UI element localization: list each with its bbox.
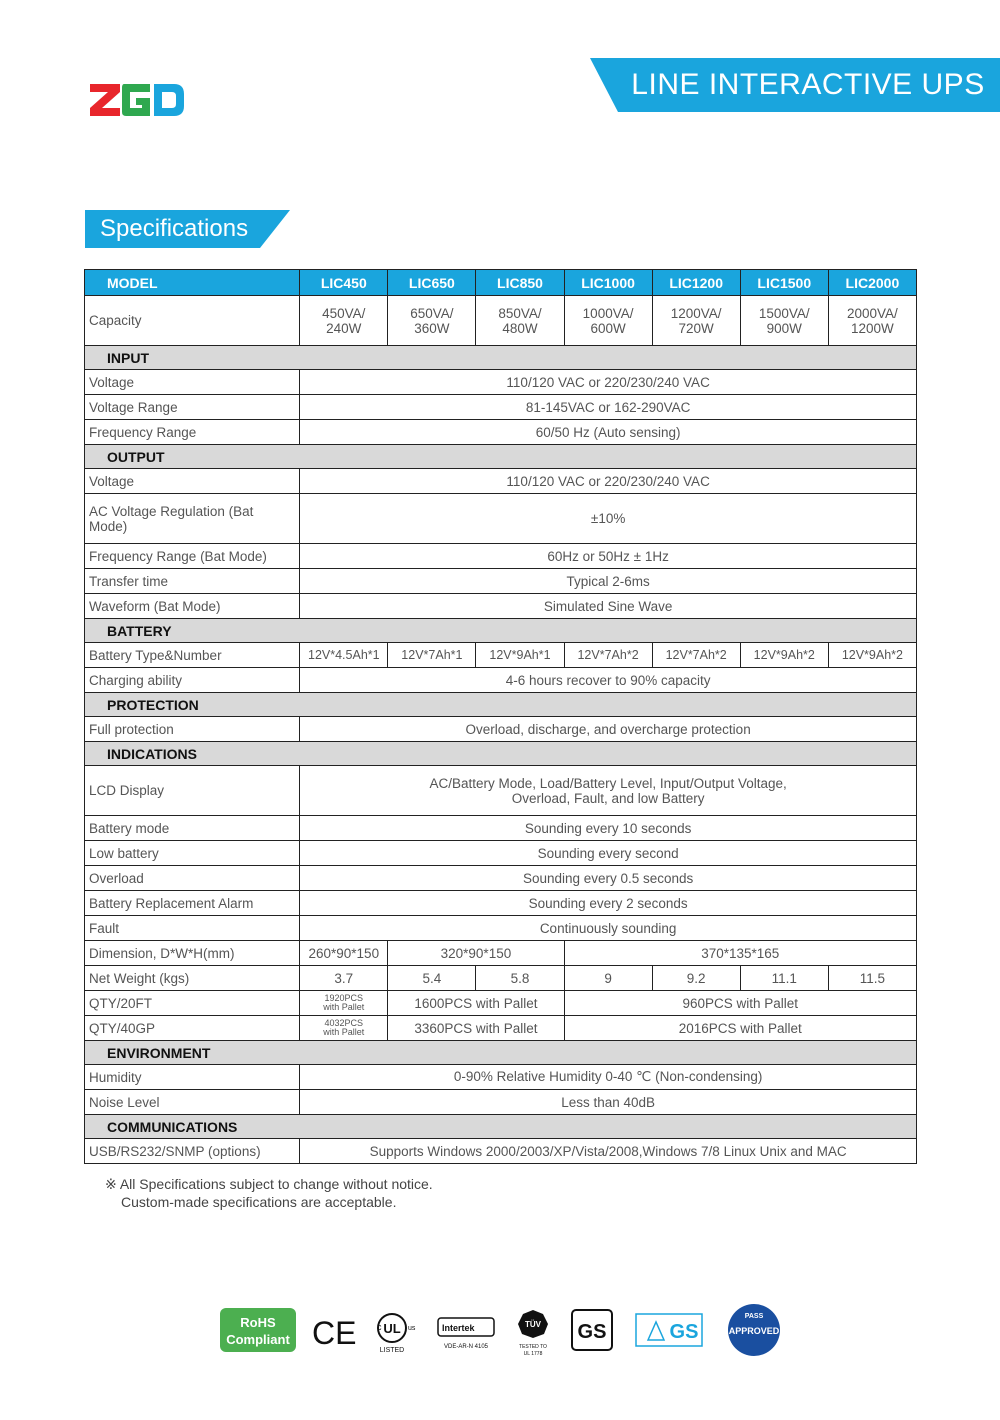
table-row — [85, 866, 917, 891]
model-cell: LIC2000 — [828, 270, 916, 296]
svg-text:us: us — [408, 1325, 416, 1332]
qty-cell: 2016PCS with Pallet — [564, 1016, 916, 1041]
weight-cell: 9.2 — [652, 966, 740, 991]
svg-text:LISTED: LISTED — [379, 1347, 405, 1354]
row-label: Dimension, D*W*H(mm) — [85, 941, 300, 966]
row-label: Battery mode — [85, 816, 300, 841]
row-label: Voltage Range — [85, 395, 300, 420]
tuv-logo — [518, 1310, 548, 1357]
spec-table — [84, 269, 917, 1164]
model-cell: LIC450 — [300, 270, 388, 296]
row-value: Less than 40dB — [300, 1090, 917, 1115]
table-row — [85, 395, 917, 420]
svg-text:APPROVED: APPROVED — [728, 1326, 780, 1336]
svg-text:CE: CE — [312, 1315, 357, 1351]
table-row — [85, 766, 917, 816]
table-header-row — [85, 270, 917, 296]
section-row-input — [85, 346, 917, 370]
row-label: Noise Level — [85, 1090, 300, 1115]
row-label: QTY/20FT — [85, 991, 300, 1016]
row-value: ±10% — [300, 494, 917, 544]
row-value: Continuously sounding — [300, 916, 917, 941]
model-cell: LIC850 — [476, 270, 564, 296]
footnote-line: Custom-made specifications are acceptable. — [121, 1194, 397, 1210]
row-value: Sounding every 0.5 seconds — [300, 866, 917, 891]
row-label: Waveform (Bat Mode) — [85, 594, 300, 619]
qty-small-cell: 1920PCS with Pallet — [300, 991, 388, 1016]
row-value: Overload, discharge, and overcharge protection — [300, 717, 917, 742]
table-row — [85, 494, 917, 544]
battery-type-cell: 12V*4.5Ah*1 — [300, 643, 388, 668]
table-row — [85, 544, 917, 569]
rohs-logo — [220, 1308, 296, 1352]
row-label: AC Voltage Regulation (Bat Mode) — [85, 494, 300, 544]
capacity-cell: 2000VA/ 1200W — [828, 296, 916, 346]
capacity-cell: 650VA/ 360W — [388, 296, 476, 346]
qty-cell: 1600PCS with Pallet — [388, 991, 564, 1016]
row-label: Net Weight (kgs) — [85, 966, 300, 991]
row-label: Transfer time — [85, 569, 300, 594]
tuv-gs-logo — [636, 1314, 702, 1346]
row-label: Full protection — [85, 717, 300, 742]
section-row-output — [85, 445, 917, 469]
svg-text:RoHS: RoHS — [240, 1315, 276, 1330]
row-label: Battery Replacement Alarm — [85, 891, 300, 916]
svg-text:PASS: PASS — [744, 1313, 764, 1320]
section-heading: OUTPUT — [85, 445, 917, 469]
weight-cell: 9 — [564, 966, 652, 991]
section-row-communications — [85, 1115, 917, 1139]
table-row — [85, 891, 917, 916]
svg-text:TESTED TO: TESTED TO — [519, 1344, 547, 1350]
svg-text:Compliant: Compliant — [226, 1332, 290, 1347]
model-cell: LIC1500 — [740, 270, 828, 296]
svg-text:UL: UL — [383, 1321, 401, 1336]
section-heading: ENVIRONMENT — [85, 1041, 917, 1065]
row-label: Frequency Range — [85, 420, 300, 445]
pass-approved-logo — [728, 1304, 780, 1356]
capacity-cell: 1000VA/ 600W — [564, 296, 652, 346]
weight-cell: 5.4 — [388, 966, 476, 991]
svg-text:GS: GS — [669, 1321, 699, 1343]
table-row — [85, 1090, 917, 1115]
table-row — [85, 420, 917, 445]
footnote-line: ※ All Specifications subject to change without notice. — [105, 1176, 433, 1192]
table-row — [85, 1139, 917, 1164]
section-heading: PROTECTION — [85, 693, 917, 717]
row-value: 60Hz or 50Hz ± 1Hz — [300, 544, 917, 569]
model-cell: LIC650 — [388, 270, 476, 296]
row-value: Sounding every 2 seconds — [300, 891, 917, 916]
row-value: 110/120 VAC or 220/230/240 VAC — [300, 469, 917, 494]
row-value: Simulated Sine Wave — [300, 594, 917, 619]
row-label: Voltage — [85, 469, 300, 494]
footnote — [105, 1175, 433, 1211]
section-row-protection — [85, 693, 917, 717]
row-label: Overload — [85, 866, 300, 891]
row-label: Fault — [85, 916, 300, 941]
row-value: 4-6 hours recover to 90% capacity — [300, 668, 917, 693]
table-row — [85, 569, 917, 594]
capacity-cell: 1500VA/ 900W — [740, 296, 828, 346]
intertek-logo — [438, 1318, 494, 1350]
section-row-environment — [85, 1041, 917, 1065]
table-row — [85, 1016, 917, 1041]
svg-text:TÜV: TÜV — [525, 1320, 541, 1329]
svg-text:c: c — [377, 1322, 382, 1332]
section-heading: INPUT — [85, 346, 917, 370]
section-title: Specifications — [100, 215, 249, 242]
weight-cell: 11.5 — [828, 966, 916, 991]
zgd-logo — [88, 80, 188, 120]
svg-text:UL 1778: UL 1778 — [523, 1351, 543, 1357]
row-value: 110/120 VAC or 220/230/240 VAC — [300, 370, 917, 395]
row-label: Battery Type&Number — [85, 643, 300, 668]
ce-logo — [312, 1315, 356, 1351]
row-value: AC/Battery Mode, Load/Battery Level, Input/Output Voltage, Overload, Fault, and low Battery — [300, 766, 917, 816]
weight-cell: 11.1 — [740, 966, 828, 991]
table-row — [85, 841, 917, 866]
certification-logos — [220, 1300, 790, 1360]
ul-logo — [377, 1314, 416, 1354]
svg-text:GS: GS — [577, 1321, 607, 1343]
row-label: USB/RS232/SNMP (options) — [85, 1139, 300, 1164]
row-value: Typical 2-6ms — [300, 569, 917, 594]
qty-cell: 3360PCS with Pallet — [388, 1016, 564, 1041]
battery-type-cell: 12V*9Ah*1 — [476, 643, 564, 668]
table-row — [85, 966, 917, 991]
dimension-cell: 320*90*150 — [388, 941, 564, 966]
battery-type-cell: 12V*9Ah*2 — [740, 643, 828, 668]
capacity-cell: 1200VA/ 720W — [652, 296, 740, 346]
weight-cell: 5.8 — [476, 966, 564, 991]
section-heading: COMMUNICATIONS — [85, 1115, 917, 1139]
row-value: 0-90% Relative Humidity 0-40 ℃ (Non-condensing) — [300, 1065, 917, 1090]
table-row — [85, 991, 917, 1016]
svg-text:Intertek: Intertek — [442, 1323, 475, 1333]
capacity-cell: 850VA/ 480W — [476, 296, 564, 346]
row-label: Voltage — [85, 370, 300, 395]
row-value: 81-145VAC or 162-290VAC — [300, 395, 917, 420]
battery-type-cell: 12V*7Ah*2 — [564, 643, 652, 668]
section-heading: BATTERY — [85, 619, 917, 643]
battery-type-cell: 12V*7Ah*1 — [388, 643, 476, 668]
row-value: Supports Windows 2000/2003/XP/Vista/2008,Windows 7/8 Linux Unix and MAC — [300, 1139, 917, 1164]
dimension-cell: 370*135*165 — [564, 941, 916, 966]
model-label: MODEL — [85, 270, 300, 296]
battery-type-cell: 12V*9Ah*2 — [828, 643, 916, 668]
row-value: Sounding every second — [300, 841, 917, 866]
dimension-cell: 260*90*150 — [300, 941, 388, 966]
model-cell: LIC1200 — [652, 270, 740, 296]
table-row — [85, 717, 917, 742]
svg-text:VDE-AR-N 4105: VDE-AR-N 4105 — [443, 1344, 489, 1350]
model-cell: LIC1000 — [564, 270, 652, 296]
row-label: Frequency Range (Bat Mode) — [85, 544, 300, 569]
row-label: Capacity — [85, 296, 300, 346]
gs-logo — [572, 1310, 612, 1350]
weight-cell: 3.7 — [300, 966, 388, 991]
table-row — [85, 296, 917, 346]
qty-cell: 960PCS with Pallet — [564, 991, 916, 1016]
table-row — [85, 916, 917, 941]
table-row — [85, 594, 917, 619]
table-row — [85, 643, 917, 668]
table-row — [85, 469, 917, 494]
banner-title: LINE INTERACTIVE UPS — [631, 68, 985, 101]
qty-small-cell: 4032PCS with Pallet — [300, 1016, 388, 1041]
section-heading: INDICATIONS — [85, 742, 917, 766]
row-label: Low battery — [85, 841, 300, 866]
capacity-cell: 450VA/ 240W — [300, 296, 388, 346]
table-row — [85, 1065, 917, 1090]
row-value: 60/50 Hz (Auto sensing) — [300, 420, 917, 445]
table-row — [85, 816, 917, 841]
section-row-indications — [85, 742, 917, 766]
row-value: Sounding every 10 seconds — [300, 816, 917, 841]
row-label: LCD Display — [85, 766, 300, 816]
row-label: QTY/40GP — [85, 1016, 300, 1041]
table-row — [85, 668, 917, 693]
table-row — [85, 941, 917, 966]
row-label: Humidity — [85, 1065, 300, 1090]
section-row-battery — [85, 619, 917, 643]
table-row — [85, 370, 917, 395]
battery-type-cell: 12V*7Ah*2 — [652, 643, 740, 668]
row-label: Charging ability — [85, 668, 300, 693]
